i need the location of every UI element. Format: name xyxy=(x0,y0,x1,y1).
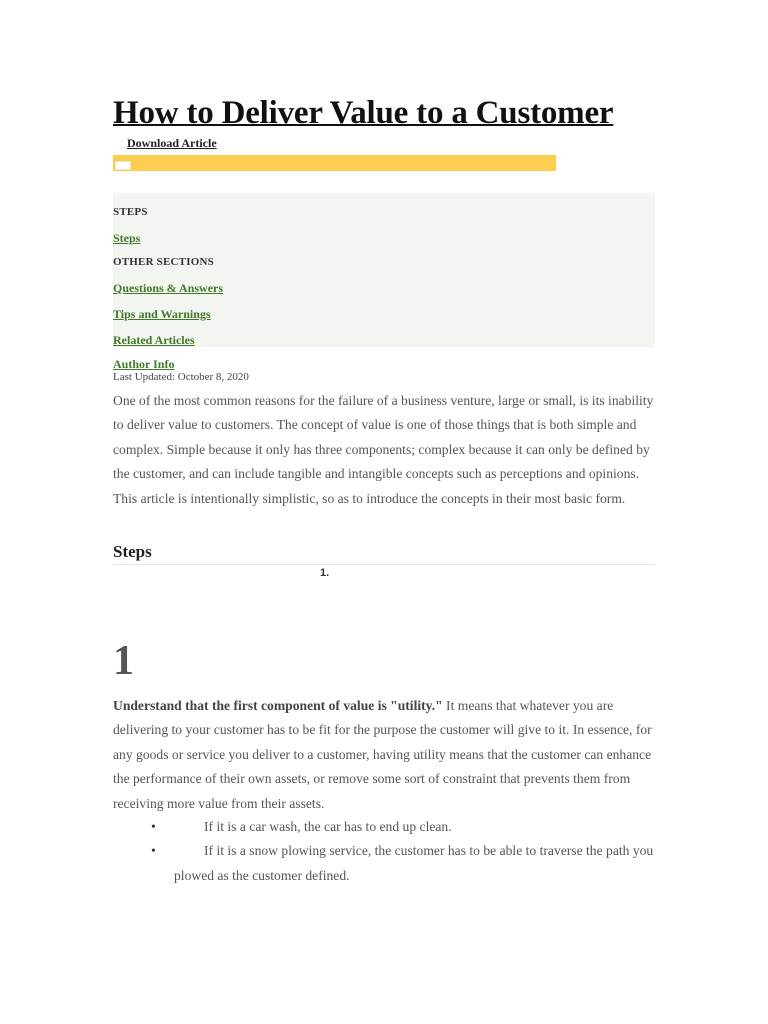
step-1-text xyxy=(113,694,658,816)
bullet-text: If it is a snow plowing service, the customer has to be able to traverse the path you plowed as the customer defined. xyxy=(174,843,654,883)
article-title: How to Deliver Value to a Customer xyxy=(113,95,614,131)
download-article-link[interactable]: Download Article xyxy=(127,136,217,150)
list-item xyxy=(113,815,658,839)
toc-steps-heading: STEPS xyxy=(113,206,148,218)
table-of-contents xyxy=(113,193,655,347)
toc-link-questions-answers[interactable]: Questions & Answers xyxy=(113,281,224,295)
toc-link-steps[interactable]: Steps xyxy=(113,231,141,245)
toc-link-related-articles[interactable]: Related Articles xyxy=(113,333,195,347)
author-info-link[interactable]: Author Info xyxy=(113,357,175,371)
bullet-icon: • xyxy=(151,843,156,859)
step-number: 1 xyxy=(113,638,134,684)
list-item xyxy=(113,839,658,888)
toc-other-sections-heading: OTHER SECTIONS xyxy=(113,256,214,268)
bullet-icon: • xyxy=(151,819,156,834)
step-list-number: 1. xyxy=(320,567,330,579)
broken-image-icon xyxy=(115,161,131,170)
steps-section-heading: Steps xyxy=(113,542,152,561)
toc-link-tips-warnings[interactable]: Tips and Warnings xyxy=(113,307,211,321)
bullet-text: If it is a car wash, the car has to end up clean. xyxy=(204,819,452,834)
step-1-detail: It means that whatever you are delivering to your customer has to be fit for the purpose the customer will give to it. In essence, for any goods or service you deliver to a customer, having utility means that the customer can enhance the performance of their own assets, or remove some sort of constraint that prevents them from receiving more value from their assets. xyxy=(113,698,652,811)
intro-paragraph: One of the most common reasons for the failure of a business venture, large or small, is its inability to deliver value to customers. The concept of value is one of those things that is both simple and complex. Simple because it only has three components; complex because it can only be defined by the customer, and can include tangible and intangible concepts such as perceptions and opinions. This article is intentionally simplistic, so as to introduce the concepts in their most basic form. xyxy=(113,393,654,506)
last-updated: Last Updated: October 8, 2020 xyxy=(113,371,249,383)
section-divider xyxy=(113,564,655,565)
step-1-bullets xyxy=(113,815,658,888)
download-banner[interactable] xyxy=(113,155,556,171)
step-1-bold-summary: Understand that the first component of value is "utility." xyxy=(113,698,443,713)
